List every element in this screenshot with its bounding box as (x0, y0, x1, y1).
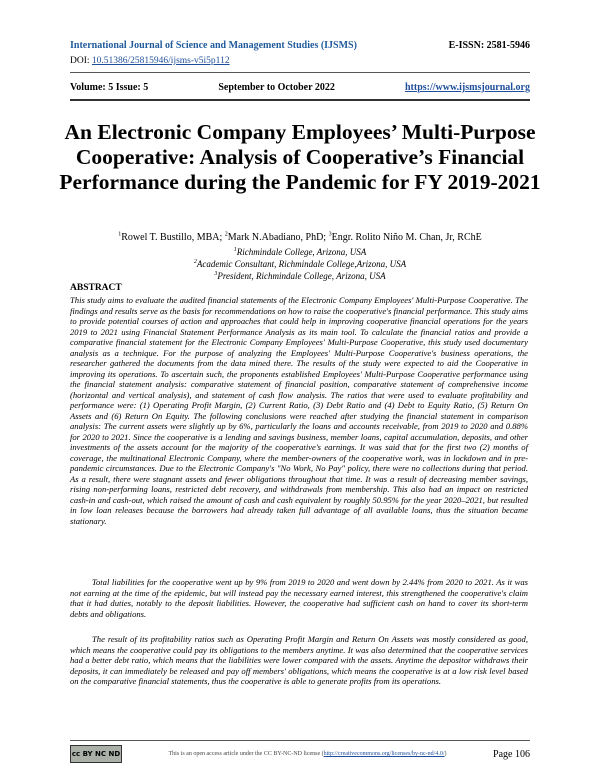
author-2-sup: 2 (224, 231, 228, 238)
issue-date: September to October 2022 (218, 82, 335, 93)
header-divider-bottom (70, 99, 530, 101)
cc-license-badge[interactable]: cc BY NC ND (70, 745, 122, 763)
affiliation-3-text: President, Richmindale College, Arizona, USA (217, 271, 386, 281)
body-paragraph-2: Total liabilities for the cooperative went up by 9% from 2019 to 2020 and went down by 2.44% from 2020 to 2021. As it was not earning at the time of the epidemic, but will instead pay the necessary earned interest, this strengthened the cooperative's claim that it had duties, notably to the deposit liabilities. However, the cooperative had sufficient cash on hand to cover its short-term debts and obligations. (70, 577, 528, 619)
abstract-heading: ABSTRACT (70, 283, 122, 293)
author-3: Engr. Rolito Niño M. Chan, Jr, RChE (331, 232, 482, 243)
affiliation-1 (70, 247, 530, 257)
license-close: ) (444, 751, 447, 757)
affiliation-2 (70, 259, 530, 269)
header-divider-top (70, 72, 530, 73)
affiliation-2-sup: 2 (193, 259, 197, 265)
page-footer (70, 744, 530, 764)
page-number: Page 106 (493, 748, 530, 760)
author-3-sup: 3 (328, 231, 332, 238)
journal-name[interactable]: International Journal of Science and Management Studies (IJSMS) (70, 40, 357, 51)
affiliation-3-sup: 3 (214, 271, 218, 277)
author-list (70, 232, 530, 243)
journal-website-link[interactable]: https://www.ijsmsjournal.org (404, 82, 530, 93)
doi-label: DOI: (70, 56, 90, 66)
abstract-body: This study aims to evaluate the audited financial statements of the Electronic Company Employees' Multi-Purpose Cooperative. The findings and results serve as the basis for recommendations on how to raise the cooperative's financial performance. This study aims to provide potential courses of action and approaches that could help in improving cooperative financial operations for the years 2019 to 2021 using Financial Statement Performance Analysis as its main tool. To calculate the financial ratios and provide a comparative financial statement for the Electronic Company Employees' Multi-Purpose Cooperative, this study used documentary analysis as a technique. For the purpose of analyzing the Employees' Multi-Purpose Cooperative's business operations, the researcher gathered the documents from the data mined there. The results of the study were expected to aid the Cooperative in improving its operations. To ascertain such, the proponents established Employees' Multi-Purpose Cooperative performance using the financial statement analysis: comparative statement of financial position, comparative statement of comprehensive income (horizontal and vertical analysis), and statement of cash flow analysis. The ratios that were used to evaluate profitability and performance were: (1) Operating Profit Margin, (2) Current Ratio, (3) Debt Ratio and (4) Debt to Equity Ratio, (5) Return On Assets and (6) Return On Equity. The following conclusions were reached after studying the financial statement in comparison analysis: The current assets were slightly up by 6%, particularly the loans and accounts receivable, from 2019 to 2020 and 0.88% for 2020 to 2021. Since the cooperative is a lending and savings business, member loans, capital accumulation, deposits, and other investments of the assets account for the majority of the cooperative's earnings. It was said that for the first two (2) months of coverage, the multinational Electronic Company, where the member-owners of the cooperative work, was in lockdown and in pre-pandemic circumstances. Due to the Electronic Company's "No Work, No Pay" policy, there were no collections during that period. As a result, there were stagnant assets and fewer obligations throughout that time. It was a result of decreasing member savings, rising non-performing loans, restricted debt recovery, and withdrawals from membership. This also had an impact on restricted cash-in and cash-out, which raised the amount of cash and cash equivalent by roughly 50.95% for the year 2020–2021, but resulted in low loan releases because the borrowers had already taken full advantage of all available loans, thus the situation became stationary. (70, 295, 528, 526)
license-link[interactable]: http://creativecommons.org/licenses/by-nc-nd/4.0/ (323, 751, 445, 757)
volume-issue: Volume: 5 Issue: 5 (70, 82, 149, 93)
license-notice (122, 751, 493, 757)
affiliation-1-sup: 1 (233, 247, 237, 253)
footer-divider (70, 740, 530, 741)
affiliation-1-text: Richmindale College, Arizona, USA (236, 247, 367, 257)
issue-info-row (70, 82, 530, 93)
license-text: This is an open access article under the CC BY-NC-ND license ( (168, 751, 324, 757)
paper-title: An Electronic Company Employees’ Multi-Purpose Cooperative: Analysis of Cooperative’s Financial Performance during the Pandemic for FY 2019-2021 (59, 120, 541, 194)
affiliation-2-text: Academic Consultant, Richmindale College,Arizona, USA (196, 259, 407, 269)
eissn: E-ISSN: 2581-5946 (448, 40, 530, 51)
doi-line (70, 56, 230, 66)
doi-link[interactable]: 10.51386/25815946/ijsms-v5i5p112 (91, 56, 230, 66)
author-2: Mark N.Abadiano, PhD; (227, 232, 329, 243)
journal-header (70, 40, 530, 51)
affiliation-3 (70, 271, 530, 281)
author-1: Rowel T. Bustillo, MBA; (121, 232, 225, 243)
body-paragraph-3: The result of its profitability ratios such as Operating Profit Margin and Return On Assets was mostly considered as good, which means the cooperative could pay its obligations to the members anytime. It was also determined that the cooperative services had a better debt ratio, which means that the liabilities were lower compared with the assets. Anytime the depositor withdraws their deposits, it can immediately be released and pay off members' obligations, which means the cooperative is at a low risk level based on the comparative financial statements, thus the cooperative is able to generate profits from its operations. (70, 634, 528, 686)
author-1-sup: 1 (118, 231, 122, 238)
